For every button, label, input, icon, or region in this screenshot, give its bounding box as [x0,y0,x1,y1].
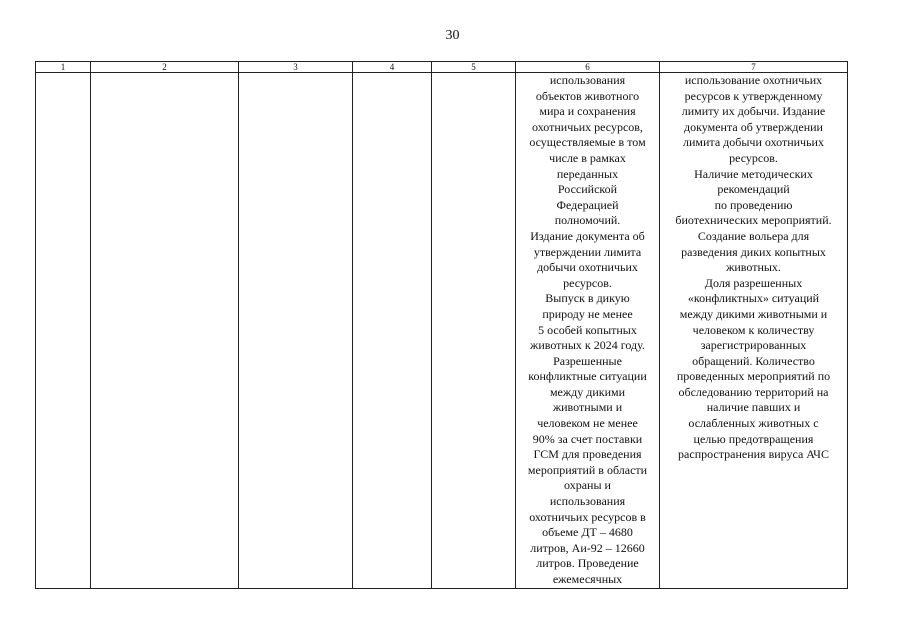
cell-col-5 [432,73,516,589]
page-number: 30 [445,28,460,43]
cell-col-7 [660,73,848,589]
header-col-5: 5 [432,62,516,73]
cell-col-6-text: использования объектов животного мира и сохранения охотничьих ресурсов, осуществляемые в том числе в рамках переданных Российской Федерацией полномочий. Издание документа об утверждении лимита добычи охотничьих ресурсов. Выпуск в дикую природу не менее 5 особей копытных животных к 2024 году. Разрешенные конфликтные ситуации между дикими животными и человеком не менее 90% за счет поставки ГСМ для проведения мероприятий в области охраны и использования охотничьих ресурсов в объеме ДТ – 4680 литров, Аи-92 – 12660 литров. Проведение ежемесячных [527,73,648,586]
header-col-4: 4 [353,62,432,73]
cell-col-7-text: использование охотничьих ресурсов к утвержденному лимиту их добычи. Издание документа об утверждении лимита добычи охотничьих ресурсов. Наличие методических рекомендаций по проведению биотехнических мероприятий. Создание вольера для разведения диких копытных животных. Доля разрешенных «конфликтных» ситуаций между дикими животными и человеком к количеству зарегистрированных обращений. Количество проведенных мероприятий по обследованию территорий на наличие павших и ослабленных животных с целью предотвращения распространения вируса АЧС [675,73,832,462]
cell-col-6 [516,73,660,589]
cell-col-4 [353,73,432,589]
header-col-7: 7 [660,62,848,73]
header-col-2: 2 [91,62,239,73]
header-col-3: 3 [239,62,353,73]
table-row [36,73,848,589]
cell-col-3 [239,73,353,589]
document-table [35,61,848,589]
header-row [36,62,848,73]
cell-col-2 [91,73,239,589]
cell-col-1 [36,73,91,589]
header-col-6: 6 [516,62,660,73]
header-col-1: 1 [36,62,91,73]
